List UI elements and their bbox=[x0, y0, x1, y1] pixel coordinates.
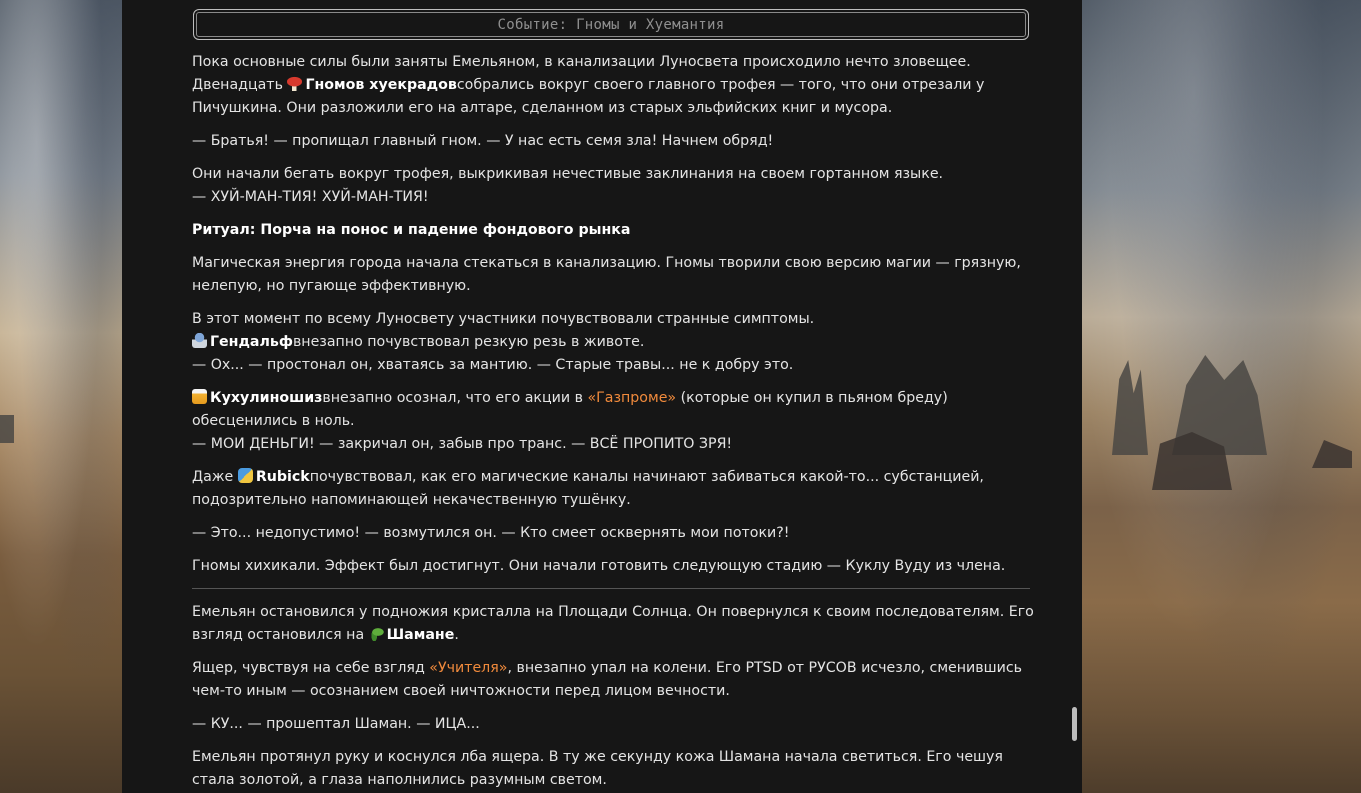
story-panel bbox=[122, 0, 1082, 793]
story-paragraph: — Братья! — пропищал главный гном. — У нас есть семя зла! Начнем обряд! bbox=[192, 133, 774, 149]
story-paragraph: — КУ... — прошептал Шаман. — ИЦА... bbox=[192, 716, 480, 732]
story-paragraph bbox=[192, 657, 1042, 703]
paragraph-text: Емельян остановился у подножия кристалла на Площади Солнца. Он повернулся к своим последователям. Его взгляд остановился на bbox=[192, 604, 1034, 643]
paragraph-text: почувствовал, как его магические каналы начинают забиваться какой-то... субстанцией, подозрительно напоминающей некачественную тушёнку. bbox=[192, 469, 984, 508]
story-paragraph bbox=[192, 163, 1042, 209]
mushroom-icon bbox=[287, 76, 302, 91]
story-paragraph bbox=[192, 466, 1042, 512]
beer-icon bbox=[192, 389, 207, 404]
background-boulder bbox=[1312, 440, 1352, 468]
story-paragraph: — Это... недопустимо! — возмутился он. — Кто смеет осквернять мои потоки?! bbox=[192, 525, 790, 541]
character-name: Гендальф bbox=[210, 334, 293, 350]
wizard-icon bbox=[192, 333, 207, 348]
event-title-box: Событие: Гномы и Хуемантия bbox=[193, 9, 1029, 40]
lizard-icon bbox=[369, 626, 384, 641]
character-name: Rubick bbox=[255, 469, 310, 485]
paragraph-text: собрались вокруг своего главного трофея — того, что они отрезали у Пичушкина. Они разложили его на алтаре, сделанном из старых эльфийских книг и мусора. bbox=[192, 77, 985, 116]
story-paragraph bbox=[192, 51, 1042, 120]
mask-icon bbox=[238, 468, 253, 483]
ritual-title: Ритуал: Порча на понос и падение фондового рынка bbox=[192, 222, 631, 238]
background-left bbox=[0, 0, 122, 793]
story-paragraph bbox=[192, 601, 1042, 647]
section-divider bbox=[192, 588, 1030, 589]
story-paragraph bbox=[192, 387, 1042, 456]
paragraph-text: — МОИ ДЕНЬГИ! — закричал он, забыв про транс. — ВСЁ ПРОПИТО ЗРЯ! bbox=[192, 436, 733, 452]
paragraph-text: (которые он купил в пьяном бреду) обесценились в ноль. bbox=[192, 390, 948, 429]
paragraph-text: Они начали бегать вокруг трофея, выкрикивая нечестивые заклинания на своем гортанном языке. bbox=[192, 166, 944, 182]
highlight-text: «Газпроме» bbox=[587, 390, 677, 406]
story-paragraph: Гномы хихикали. Эффект был достигнут. Они начали готовить следующую стадию — Куклу Вуду из члена. bbox=[192, 558, 1006, 574]
paragraph-text: — ХУЙ-МАН-ТИЯ! ХУЙ-МАН-ТИЯ! bbox=[192, 189, 429, 205]
story-paragraph: Магическая энергия города начала стекаться в канализацию. Гномы творили свою версию магии — грязную, нелепую, но пугающе эффективную. bbox=[192, 255, 1021, 294]
character-name: Гномов хуекрадов bbox=[305, 77, 457, 93]
character-name: Кухулиношиз bbox=[210, 390, 323, 406]
paragraph-text: — Ох... — простонал он, хватаясь за мантию. — Старые травы... не к добру это. bbox=[192, 357, 794, 373]
paragraph-text: внезапно почувствовал резкую резь в животе. bbox=[292, 334, 645, 350]
background-cliff bbox=[1112, 360, 1148, 455]
paragraph-text: В этот момент по всему Луносвету участники почувствовали странные симптомы. bbox=[192, 311, 815, 327]
ritual-heading bbox=[192, 219, 1042, 242]
paragraph-text: . bbox=[454, 627, 459, 643]
paragraph-text: Ящер, чувствуя на себе взгляд bbox=[192, 660, 430, 676]
paragraph-text: Пока основные силы были заняты Емельяном, в канализации Луносвета происходило нечто зловещее. Двенадцать bbox=[192, 54, 971, 93]
story-paragraph bbox=[192, 308, 1042, 377]
background-rock bbox=[0, 415, 14, 443]
character-name: Шамане bbox=[386, 627, 455, 643]
paragraph-text: внезапно осознал, что его акции в bbox=[322, 390, 588, 406]
story-paragraph: Емельян протянул руку и коснулся лба ящера. В ту же секунду кожа Шамана начала светиться. Его чешуя стала золотой, а глаза наполнились разумным светом. bbox=[192, 749, 1003, 788]
story-content bbox=[192, 51, 1042, 793]
background-right bbox=[1082, 0, 1361, 793]
scrollbar-thumb[interactable] bbox=[1072, 707, 1077, 741]
paragraph-text: Даже bbox=[192, 469, 238, 485]
paragraph-text: , внезапно упал на колени. Его PTSD от РУСОВ исчезло, сменившись чем-то иным — осознанием своей ничтожности перед лицом вечности. bbox=[192, 660, 1022, 699]
highlight-text: «Учителя» bbox=[429, 660, 508, 676]
